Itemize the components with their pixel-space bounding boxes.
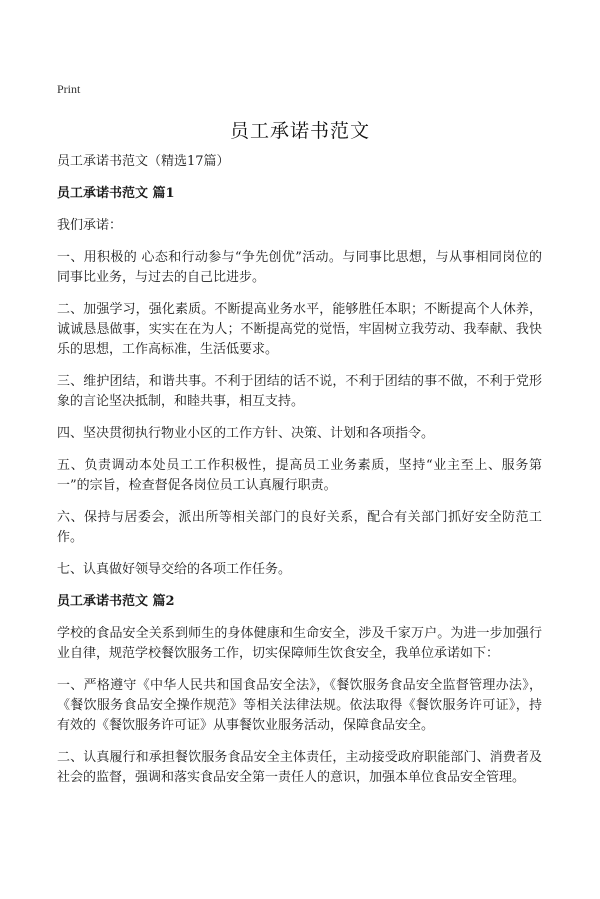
paragraph: 一、严格遵守《中华人民共和国食品安全法》，《餐饮服务食品安全监督管理办法》，《餐饮服务食品安全操作规范》等相关法律法规。依法取得《餐饮服务许可证》，持有效的《餐饮服务许可证》从事餐饮业服务活动，保障食品安全。	[57, 678, 542, 733]
paragraph: 一、用积极的 心态和行动参与“争先创优”活动。与同事比思想，与从事相同岗位的同事比业务，与过去的自己比进步。	[57, 250, 542, 285]
paragraph: 七、认真做好领导交给的各项工作任务。	[57, 562, 292, 577]
paragraph: 四、坚决贯彻执行物业小区的工作方针、决策、计划和各项指令。	[57, 426, 435, 441]
paragraph: 二、认真履行和承担餐饮服务食品安全主体责任，主动接受政府职能部门、消费者及社会的监督，强调和落实食品安全第一责任人的意识，加强本单位食品安全管理。	[57, 750, 542, 785]
paragraph: 学校的食品安全关系到师生的身体健康和生命安全，涉及千家万户。为进一步加强行业自律，规范学校餐饮服务工作，切实保障师生饮食安全，我单位承诺如下：	[57, 626, 542, 661]
document-body	[57, 152, 542, 800]
paragraph: 六、保持与居委会，派出所等相关部门的良好关系，配合有关部门抓好安全防范工作。	[57, 510, 542, 545]
document-title: 员工承诺书范文	[229, 120, 370, 142]
section-heading: 员工承诺书范文 篇1	[57, 186, 175, 201]
paragraph: 二、加强学习，强化素质。不断提高业务水平，能够胜任本职；不断提高个人休养，诚诚恳恳做事，实实在在为人；不断提高党的觉悟，牢固树立我劳动、我奉献、我快乐的思想，工作高标准，生活低要求。	[57, 302, 542, 357]
paragraph: 五、负责调动本处员工工作积极性，提高员工业务素质，坚持“业主至上、服务第一”的宗旨，检查督促各岗位员工认真履行职责。	[57, 458, 542, 493]
paragraph: 我们承诺：	[57, 218, 123, 233]
print-label: Print	[57, 82, 81, 96]
section-heading: 员工承诺书范文 篇2	[57, 594, 175, 609]
document-subtitle: 员工承诺书范文（精选17篇）	[57, 154, 230, 169]
paragraph: 三、维护团结，和谐共事。不利于团结的话不说，不利于团结的事不做，不利于党形象的言论坚决抵制，和睦共事，相互支持。	[57, 374, 542, 409]
